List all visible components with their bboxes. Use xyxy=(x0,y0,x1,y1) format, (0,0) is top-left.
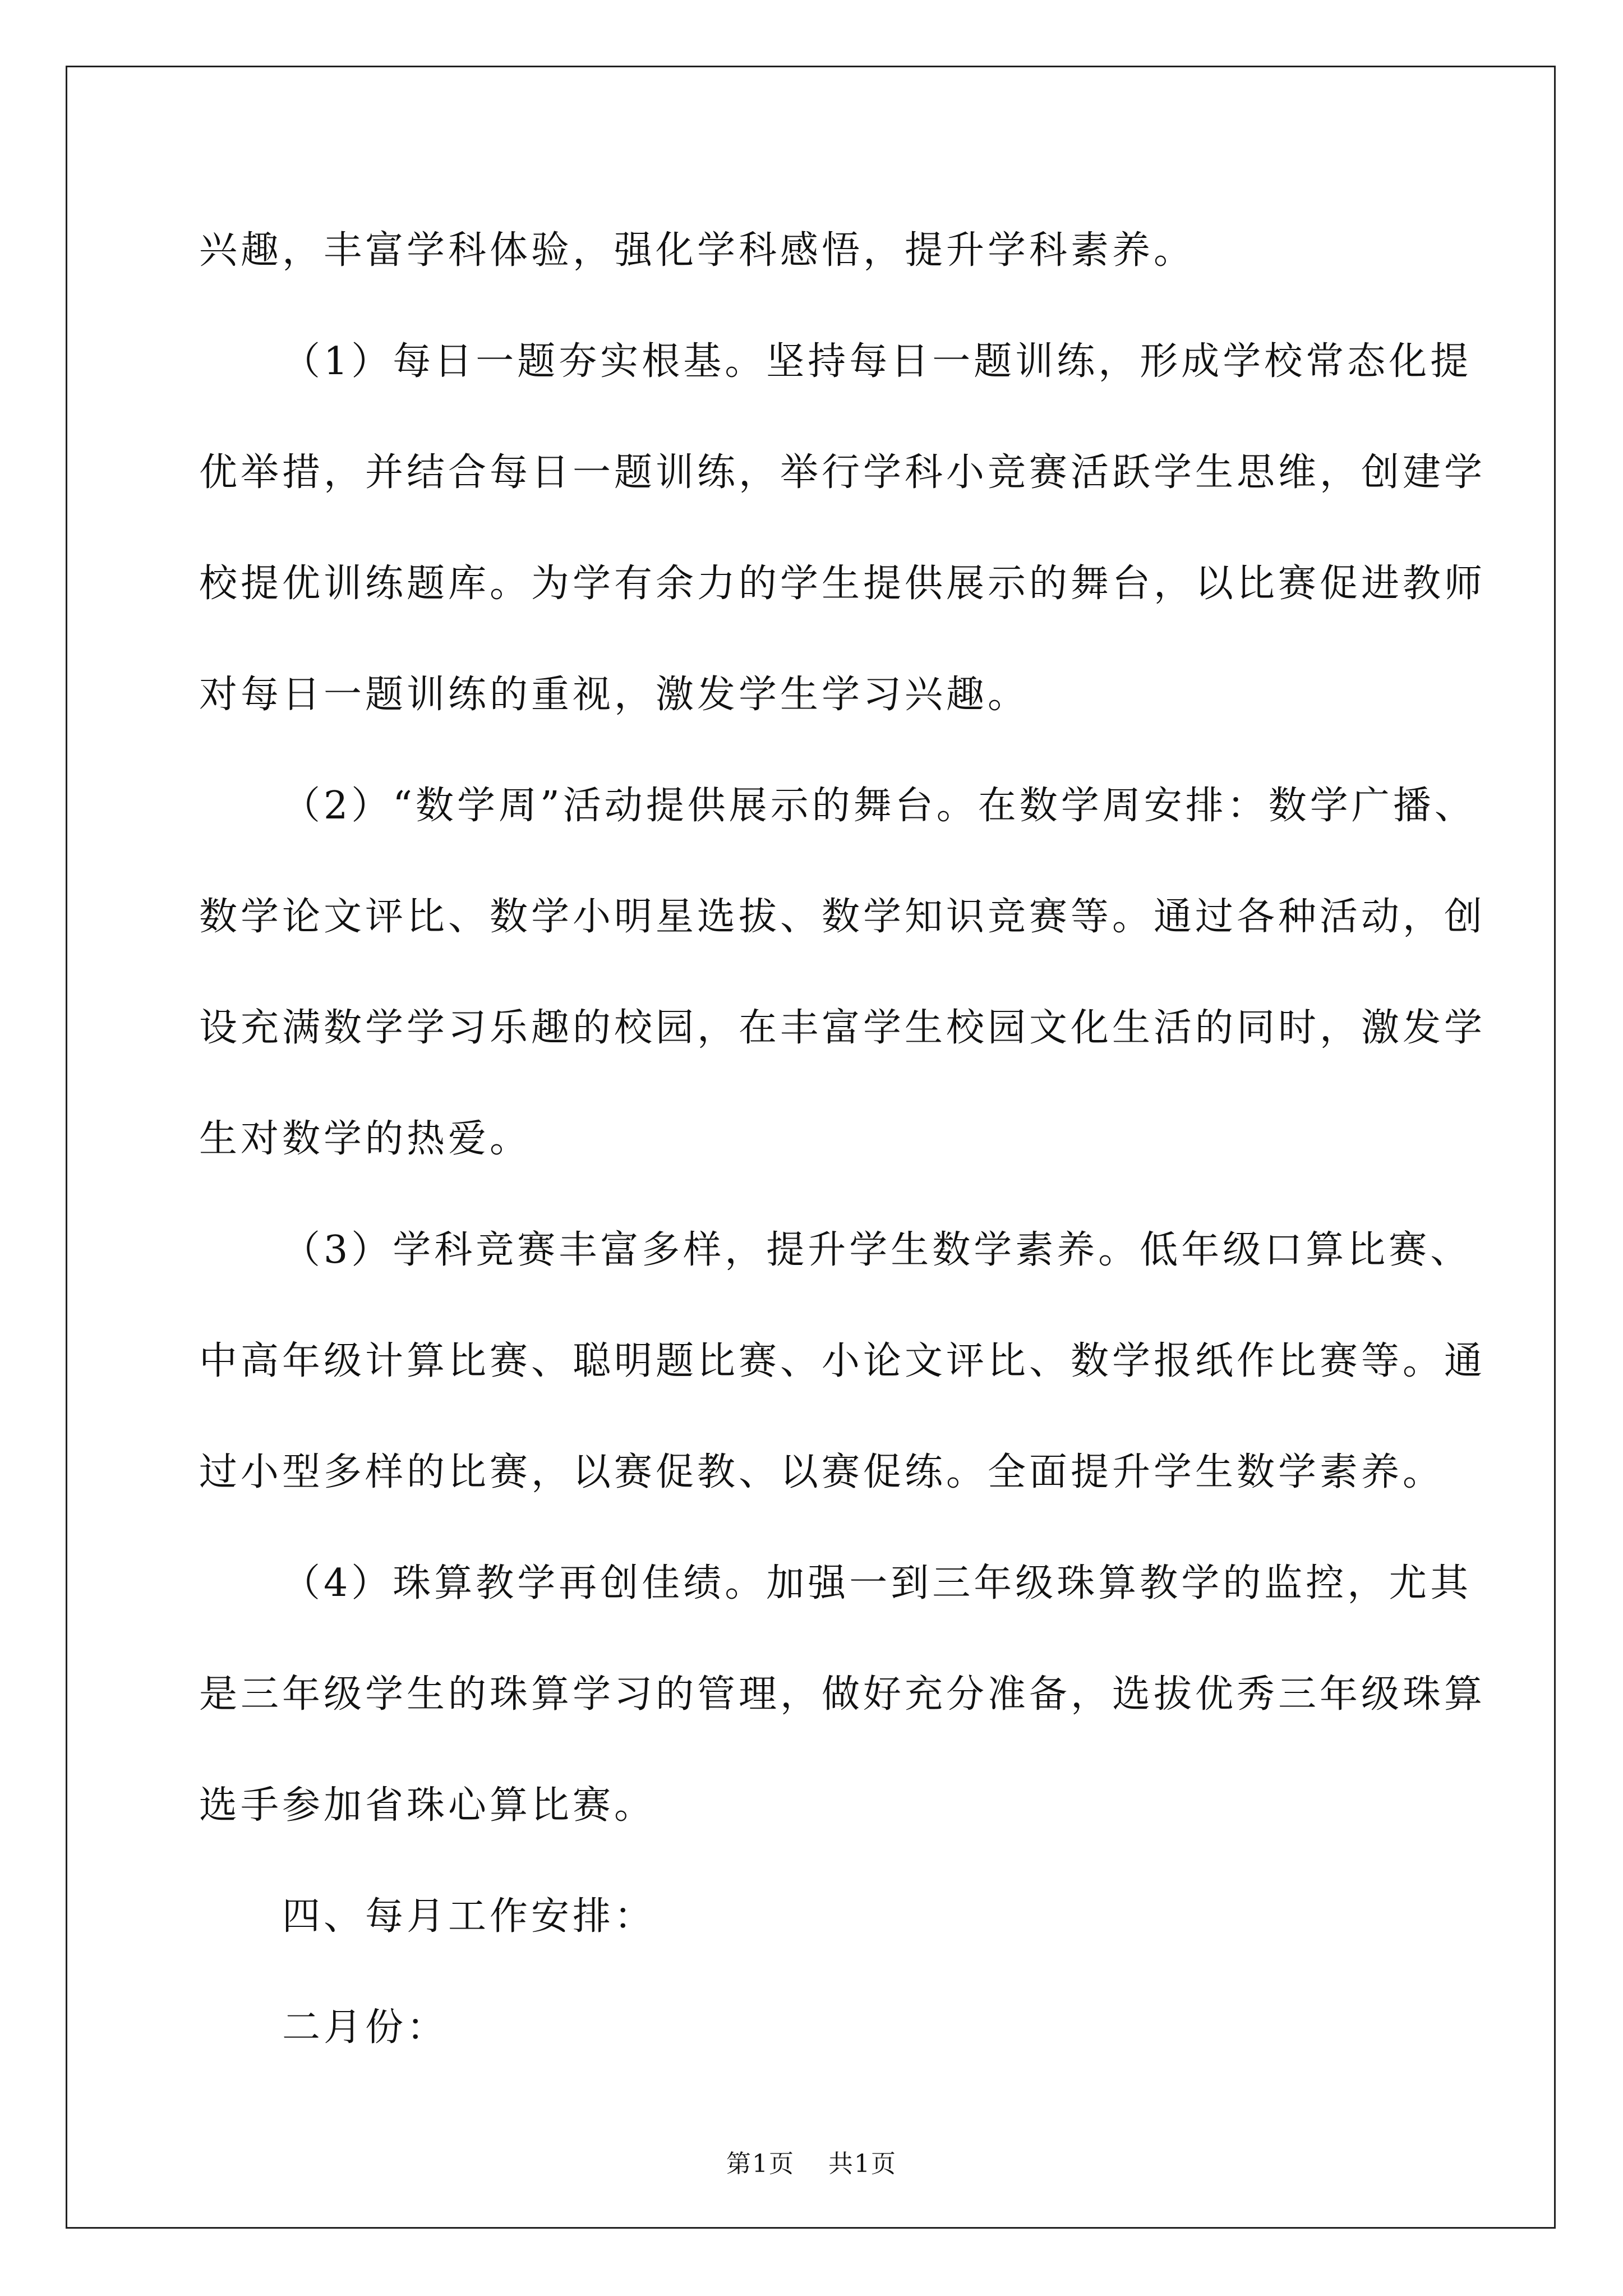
paragraph-2: （1）每日一题夯实根基。坚持每日一题训练，形成学校常态化提优举措，并结合每日一题训练，举行学科小竞赛活跃学生思维，创建学校提优训练题库。为学有余力的学生提供展示的舞台，以比赛促进教师对每日一题训练的重视，激发学生学习兴趣。 xyxy=(199,339,1486,717)
document-body xyxy=(199,195,1506,2083)
page-footer xyxy=(0,2147,1623,2181)
total-page-count: 共1页 xyxy=(828,2150,897,2178)
month-heading: 二月份： xyxy=(282,2005,449,2050)
paragraph-3: （2）“数学周”活动提供展示的舞台。在数学周安排：数学广播、数学论文评比、数学小明星选拔、数学知识竞赛等。通过各种活动，创设充满数学学习乐趣的校园，在丰富学生校园文化生活的同时，激发学生对数学的热爱。 xyxy=(199,784,1486,1161)
paragraph-5: （4）珠算教学再创佳绩。加强一到三年级珠算教学的监控，尤其是三年级学生的珠算学习的管理，做好充分准备，选拔优秀三年级珠算选手参加省珠心算比赛。 xyxy=(199,1561,1486,1828)
paragraph-4: （3）学科竞赛丰富多样，提升学生数学素养。低年级口算比赛、中高年级计算比赛、聪明题比赛、小论文评比、数学报纸作比赛等。通过小型多样的比赛，以赛促教、以赛促练。全面提升学生数学素养。 xyxy=(199,1228,1486,1494)
current-page-number: 第1页 xyxy=(726,2150,795,2178)
section-heading: 四、每月工作安排： xyxy=(282,1894,656,1939)
paragraph-1: 兴趣，丰富学科体验，强化学科感悟，提升学科素养。 xyxy=(199,228,1196,273)
